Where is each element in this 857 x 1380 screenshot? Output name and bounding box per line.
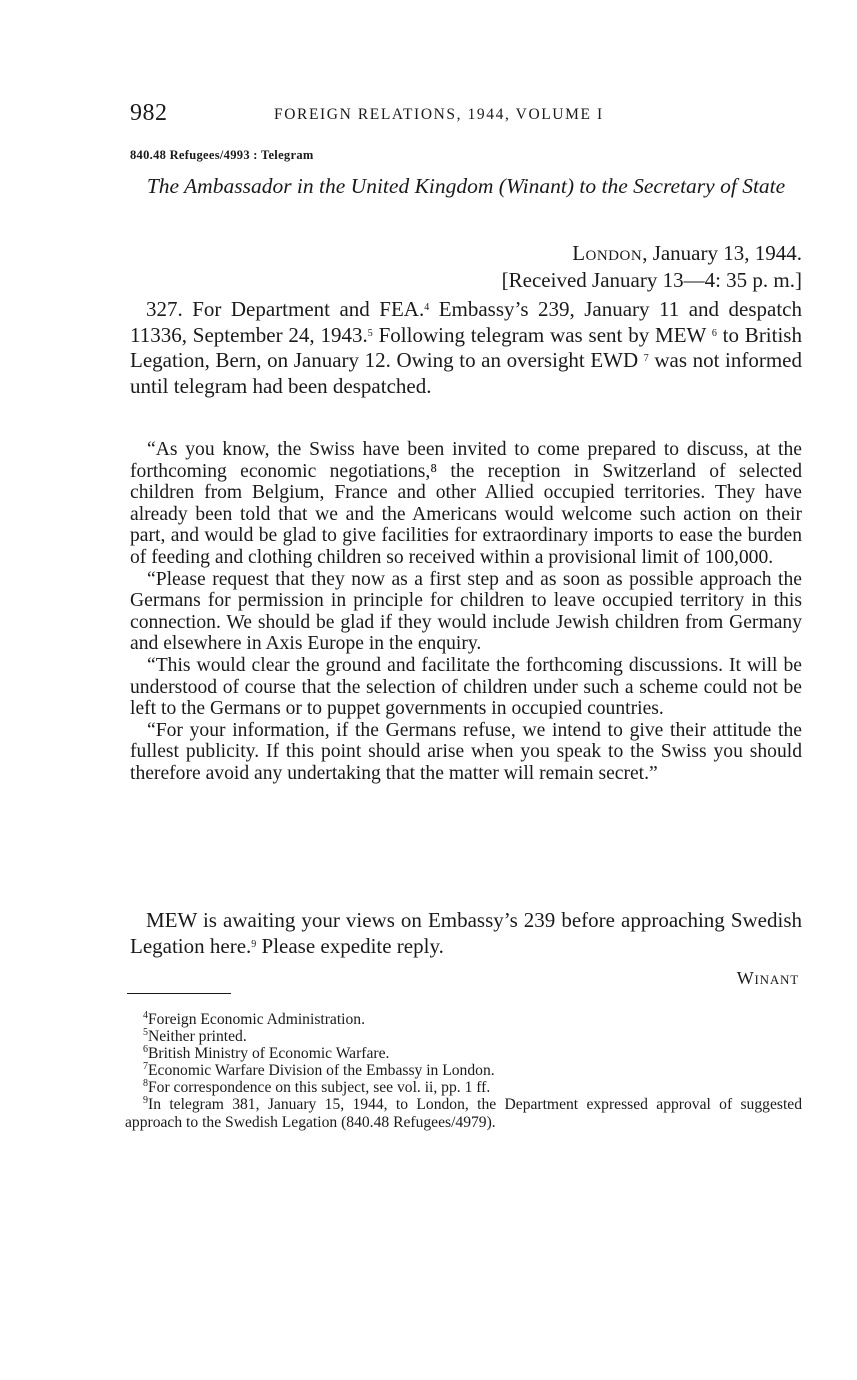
opening-text-4: to British Legation, Bern, on January 12. Owing to an oversight EWD bbox=[130, 322, 802, 373]
footnote bbox=[125, 1028, 802, 1045]
footnotes bbox=[125, 1011, 802, 1131]
quote-paragraph: “Please request that they now as a first step and as soon as possible approach the Germans for permission in principle for children to leave occupied territory in this connection. We should be glad if they would include Jewish children from Germany and elsewhere in Axis Europe in the enquiry. bbox=[130, 568, 802, 655]
footnote-ref-9: 9 bbox=[251, 938, 257, 950]
file-reference: 840.48 Refugees/4993 : Telegram bbox=[130, 148, 314, 162]
footnote-text: Neither printed. bbox=[148, 1028, 247, 1046]
closing-text-2: Please expedite reply. bbox=[256, 933, 444, 958]
footnote-ref-7: 7 bbox=[643, 353, 649, 365]
footnote-ref-4: 4 bbox=[424, 302, 430, 313]
page-number: 982 bbox=[130, 100, 168, 126]
footnote-marker: 5 bbox=[143, 1027, 148, 1039]
quote-paragraph: “For your information, if the Germans refuse, we intend to give their attitude the fullest publicity. If this point should arise when you speak to the Swiss you should therefore avoid any undertaking that the matter will remain secret.” bbox=[130, 719, 802, 784]
footnote-marker: 9 bbox=[143, 1095, 148, 1107]
dateline-received: [Received January 13—4: 35 p. m.] bbox=[501, 268, 802, 292]
document-title: The Ambassador in the United Kingdom (Winant) to the Secretary of State bbox=[146, 174, 786, 198]
footnote-ref-6: 6 bbox=[711, 327, 717, 339]
signature: Winant bbox=[736, 968, 799, 988]
footnote-marker: 8 bbox=[143, 1078, 148, 1090]
running-head bbox=[130, 100, 800, 130]
footnote-ref-5: 5 bbox=[367, 327, 373, 339]
running-title: FOREIGN RELATIONS, 1944, VOLUME I bbox=[274, 106, 604, 123]
opening-text-1: 327. For Department and FEA. bbox=[146, 297, 425, 321]
quote-paragraph: “This would clear the ground and facilitate the forthcoming discussions. It will be understood of course that the selection of children under such a scheme could not be left to the Germans or to puppet governments in occupied countries. bbox=[130, 654, 802, 720]
opening-paragraph bbox=[130, 297, 802, 399]
dateline bbox=[502, 240, 802, 294]
footnote-text: For correspondence on this subject, see vol. ii, pp. 1 ff. bbox=[148, 1079, 491, 1097]
footnote bbox=[125, 1079, 802, 1096]
closing-paragraph bbox=[130, 908, 802, 959]
quoted-telegram bbox=[130, 439, 802, 785]
footnote bbox=[125, 1011, 802, 1028]
footnote-marker: 6 bbox=[143, 1044, 148, 1056]
footnote-text: In telegram 381, January 15, 1944, to London, the Department expressed approval of suggested approach to the Swedish Legation (840.48 Refugees/4979). bbox=[125, 1096, 802, 1131]
footnote bbox=[125, 1062, 802, 1079]
quote-paragraph: “As you know, the Swiss have been invited to come prepared to discuss, at the forthcoming economic negotiations,⁸ the reception in Switzerland of selected children from Belgium, France and other Allied occupied territories. They have already been told that we and the Americans would welcome such action on their part, and would be glad to give facilities for extraordinary imports to ease the burden of feeding and clothing children so received within a provisional limit of 100,000. bbox=[130, 439, 802, 568]
dateline-city: London bbox=[572, 241, 643, 265]
footnote-marker: 4 bbox=[143, 1010, 148, 1021]
footnote-text: Economic Warfare Division of the Embassy in London. bbox=[148, 1062, 495, 1080]
footnote-text: British Ministry of Economic Warfare. bbox=[148, 1045, 390, 1063]
opening-text-2: Embassy’s 239, January 11 and despatch 11336, September 24, 1943. bbox=[130, 297, 802, 347]
opening-text-3: Following telegram was sent by MEW bbox=[372, 322, 712, 347]
footnote bbox=[125, 1045, 802, 1062]
opening-text-5: was not informed until telegram had been despatched. bbox=[130, 348, 802, 398]
dateline-date: , January 13, 1944. bbox=[642, 241, 802, 265]
dateline-place-date bbox=[502, 240, 802, 267]
footnote-text: Foreign Economic Administration. bbox=[148, 1011, 365, 1028]
closing-text-1: MEW is awaiting your views on Embassy’s 239 before approaching Swedish Legation here. bbox=[130, 908, 802, 958]
footnote-marker: 7 bbox=[143, 1061, 148, 1073]
footnote bbox=[125, 1096, 802, 1130]
footnote-divider bbox=[127, 993, 231, 994]
